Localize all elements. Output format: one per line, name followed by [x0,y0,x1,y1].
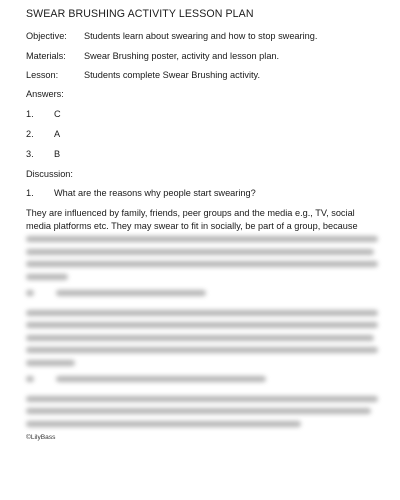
answer-item [26,129,60,139]
objective-row [26,31,317,41]
materials-label: Materials: [26,51,66,61]
discussion-question [26,188,256,198]
answer-number: 1. [26,109,34,119]
objective-value: Students learn about swearing and how to stop swearing. [84,31,318,41]
answers-heading: Answers: [26,89,64,99]
answer-item [26,149,60,159]
answer-value: B [54,149,61,159]
answer-number: 2. [26,129,34,139]
answer-number: 3. [26,149,34,159]
answer-paragraph [26,207,378,233]
discussion-heading: Discussion: [26,169,73,179]
answer-paragraph-line: media platforms etc. They may swear to fit in socially, be part of a group, because [26,221,358,231]
blurred-preview-content [26,236,378,433]
lesson-value: Students complete Swear Brushing activity. [84,70,261,80]
objective-label: Objective: [26,31,67,41]
lesson-label: Lesson: [26,70,59,80]
materials-value: Swear Brushing poster, activity and lesson plan. [84,51,280,61]
answer-paragraph-line: They are influenced by family, friends, peer groups and the media e.g., TV, social [26,208,355,218]
question-number: 1. [26,188,34,198]
materials-row [26,51,279,61]
answer-item [26,109,61,119]
page-title: SWEAR BRUSHING ACTIVITY LESSON PLAN [26,8,254,20]
question-text: What are the reasons why people start swearing? [54,188,256,198]
lesson-row [26,70,260,80]
copyright-notice: ©LilyBass [26,434,56,441]
answer-value: C [54,109,61,119]
answer-value: A [54,129,61,139]
